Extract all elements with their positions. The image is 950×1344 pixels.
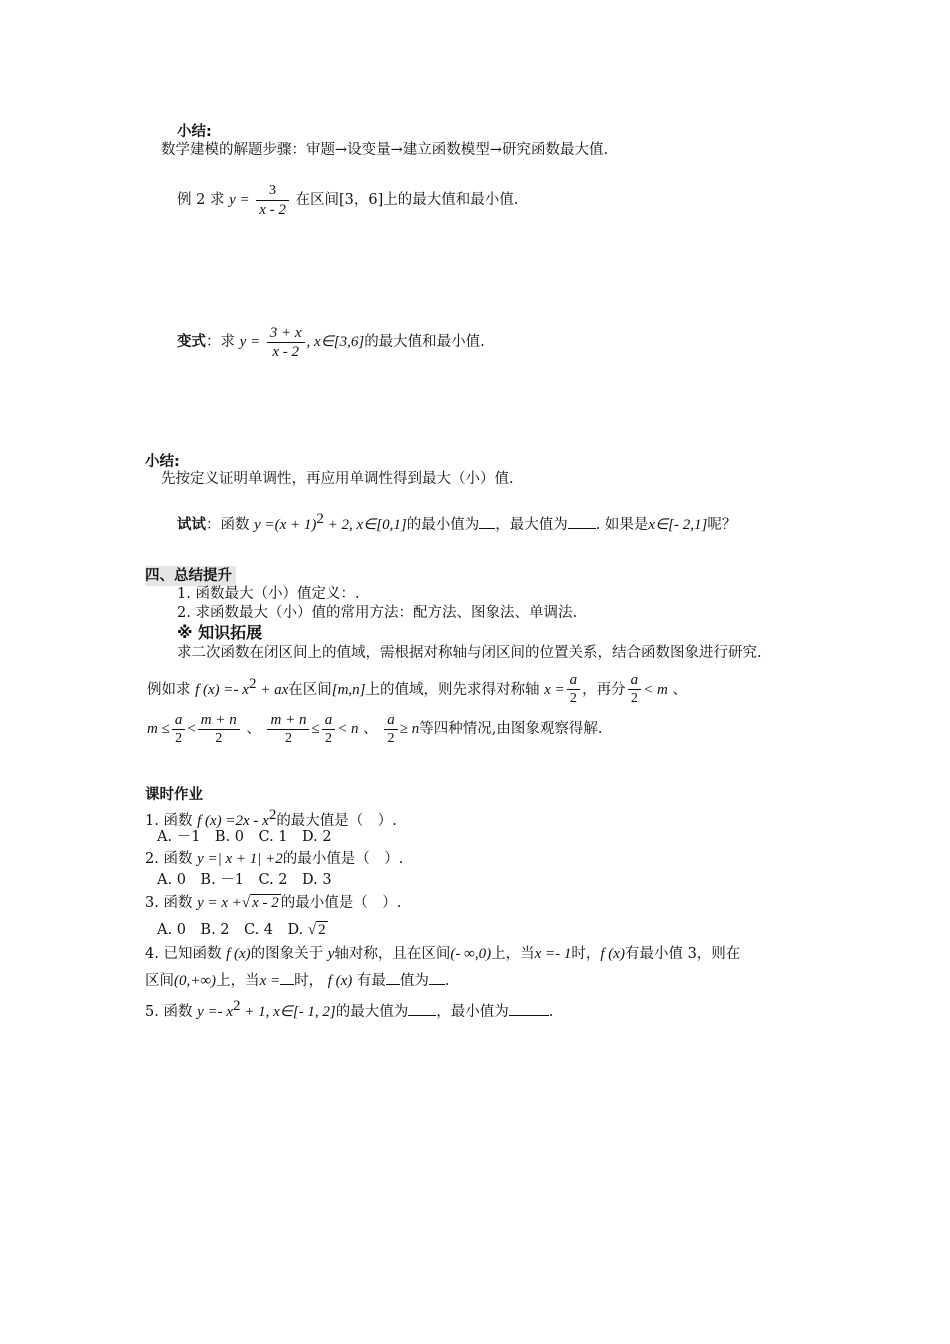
q4-x2: x =: [259, 973, 281, 989]
q4-l2-e: 值为: [399, 973, 429, 989]
q3-suffix: 的最小值是（ ）.: [280, 895, 402, 911]
case1-den: 2: [630, 691, 638, 707]
ex-frac-den: 2: [569, 691, 577, 707]
ex-interval: [m,n]: [331, 681, 366, 698]
trial-expr3: x∈[- 2,1]: [648, 516, 708, 533]
q4-b: 的图象关于: [250, 946, 324, 962]
trial-text2: 的最小值为: [406, 516, 480, 533]
trial-text3: ，最大值为: [495, 516, 568, 533]
trial-sup: 2: [316, 511, 324, 527]
q5-blank-min[interactable]: [509, 1001, 549, 1016]
q4-x: x =- 1: [534, 946, 572, 962]
knowledge-extension-heading: ※ 知识拓展: [177, 623, 263, 642]
variant-prefix: ：求: [206, 334, 235, 350]
homework-q3-options: A. 0 B. 2 C. 4 D. √ 2: [157, 922, 326, 938]
q4-blank-type[interactable]: [386, 970, 400, 985]
case3-a: a: [322, 711, 336, 730]
q4-a: 4. 已知函数: [145, 946, 222, 962]
ex-frac-num: a: [567, 671, 581, 690]
case3-le: ≤: [311, 721, 320, 737]
ex-dun-3: 、: [363, 721, 378, 737]
example2-lhs: y =: [229, 192, 250, 208]
case3-frac-mn: [267, 711, 309, 748]
q4-l2-b: 上，当: [216, 973, 260, 989]
example2-text: 在区间[3，6]上的最大值和最小值.: [295, 192, 519, 208]
q4-d: 上，当: [491, 946, 535, 962]
summary1-heading: 小结:: [177, 124, 212, 140]
homework-q5: [145, 996, 553, 1022]
q1-prefix: 1. 函数: [145, 812, 193, 829]
example2-label: 例 2 求: [177, 192, 225, 208]
case4-ge-n: ≥ n: [399, 721, 420, 737]
q5-expr: y =- x: [197, 1003, 233, 1020]
q4-l2-c: 时，: [294, 973, 324, 989]
homework-q2-options: A. 0 B. －1 C. 2 D. 3: [157, 872, 332, 888]
q4-e: 时，: [571, 946, 601, 962]
homework-heading: 课时作业: [145, 787, 203, 803]
q4-blank-x[interactable]: [280, 970, 294, 985]
case3-mn: m + n: [267, 711, 309, 730]
q5-sup: 2: [233, 998, 241, 1014]
case1-num: a: [628, 671, 642, 690]
case2-a: a: [172, 711, 186, 730]
q5-blank-max[interactable]: [408, 1001, 436, 1016]
case4-a: a: [384, 711, 398, 730]
ex-fx: f (x) =- x: [195, 681, 249, 698]
trial-expr: y =(x + 1): [254, 516, 317, 533]
ex-sup: 2: [248, 676, 257, 692]
section4-heading: 四、总结提升: [145, 566, 236, 586]
q5-c: ，最小值为: [436, 1003, 509, 1020]
trial-text5: 呢？: [707, 516, 737, 533]
q4-int: (- ∞,0): [450, 946, 492, 962]
trial: [177, 509, 736, 535]
example2-denominator: x - 2: [259, 201, 286, 218]
ex-mid: 在区间: [288, 681, 332, 698]
q5-a: 5. 函数: [145, 1003, 193, 1020]
q5-d: .: [548, 1003, 554, 1020]
homework-q2: [145, 849, 403, 869]
case3-frac-a: [322, 711, 336, 748]
q5-b: 的最大值为: [335, 1003, 409, 1020]
trial-blank-max[interactable]: [568, 514, 596, 529]
ex-frac-case1: [628, 671, 642, 708]
extension-example-line2: [147, 708, 602, 750]
variant-lhs: y =: [239, 334, 261, 350]
summary2-text: 先按定义证明单调性，再应用单调性得到最大（小）值.: [161, 471, 514, 487]
q3-sqrt: x - 2: [252, 895, 279, 911]
q4-c: 轴对称，且在区间: [334, 946, 451, 962]
knowledge-extension-text: 求二次函数在闭区间上的值域，需根据对称轴与闭区间的位置关系，结合函数图象进行研究.: [177, 645, 762, 661]
section4-item1: 1. 函数最大（小）值定义：.: [177, 586, 360, 602]
variant: [177, 321, 485, 363]
ex-prefix: 例如求: [147, 681, 191, 698]
q4-g: 有最小值 3，则在: [624, 946, 741, 962]
section4-item2: 2. 求函数最大（小）值的常用方法：配方法、图象法、单调法.: [177, 605, 578, 621]
example2-fraction: [256, 182, 289, 219]
case2-mn-den: 2: [215, 730, 223, 746]
summary2-heading: 小结:: [145, 454, 180, 470]
q4-l2-f: .: [444, 973, 450, 989]
q3-opts: A. 0 B. 2 C. 4 D.: [157, 922, 304, 938]
q4-f3: f (x): [327, 973, 353, 989]
example2-numerator: 3: [256, 182, 289, 201]
ex-lt-m: < m: [643, 681, 668, 698]
q4-f2: f (x): [600, 946, 625, 962]
ex-then: ，再分: [582, 681, 626, 698]
ex-dun-1: 、: [672, 681, 687, 698]
case4-a-den: 2: [387, 730, 395, 746]
extension-example-line1: [147, 663, 687, 711]
trial-text1: ：函数: [206, 516, 250, 533]
q1-sup: 2: [268, 807, 277, 823]
case3-mn-den: 2: [284, 730, 292, 746]
variant-denominator: x - 2: [272, 343, 299, 360]
variant-label: 变式: [177, 334, 206, 350]
q1-expr: f (x) =2x - x: [197, 812, 269, 829]
variant-numerator: 3 + x: [267, 324, 305, 343]
case2-frac-a: [172, 711, 186, 748]
homework-q4-line1: [145, 944, 740, 964]
trial-blank-min[interactable]: [479, 514, 495, 529]
homework-q3: 3. 函数 y = x +√ x - 2 的最小值是（ ）.: [145, 895, 402, 911]
case2-a-den: 2: [175, 730, 183, 746]
case2-mn: m + n: [198, 711, 240, 730]
q4-y: y: [327, 946, 335, 962]
q2-suffix: 的最小值是（ ）.: [282, 851, 404, 867]
case3-lt-n: < n: [337, 721, 359, 737]
q2-prefix: 2. 函数: [145, 851, 193, 867]
example2: [177, 179, 518, 221]
case3-a-den: 2: [324, 730, 332, 746]
variant-fraction: [267, 324, 305, 361]
ex-frac-axis: [567, 671, 581, 708]
ex-mid2: 上的值域，则先求得对称轴: [365, 681, 540, 698]
q1-suffix: 的最大值是（ ）.: [276, 812, 397, 829]
q4-blank-value[interactable]: [429, 970, 445, 985]
homework-q4-line2: [145, 970, 450, 991]
q3-opt-d-sqrt: 2: [318, 922, 326, 938]
trial-label: 试试: [177, 516, 206, 533]
case2-m-le: m ≤: [147, 721, 170, 737]
homework-q1-options: A. －1 B. 0 C. 1 D. 2: [157, 829, 332, 845]
summary1-text: 数学建模的解题步骤：审题→设变量→建立函数模型→研究函数最大值.: [161, 142, 609, 158]
variant-text: 的最大值和最小值.: [364, 334, 485, 350]
q3-expr: y = x +: [197, 895, 242, 911]
case2-lt: <: [187, 721, 196, 737]
q2-expr: y =| x + 1| +2: [197, 851, 283, 867]
q3-prefix: 3. 函数: [145, 895, 193, 911]
q5-expr2: + 1, x∈[- 1, 2]: [240, 1003, 336, 1020]
trial-text4: . 如果是: [595, 516, 649, 533]
case4-frac-a: [384, 711, 398, 748]
case2-frac-mn: [198, 711, 240, 748]
ex-end: 等四种情况,由图象观察得解.: [419, 721, 603, 737]
q4-l2-d: 有最: [356, 973, 386, 989]
trial-expr2: + 2, x∈[0,1]: [323, 516, 407, 533]
q4-f: f (x): [226, 946, 251, 962]
q4-int2: (0,+∞): [174, 973, 217, 989]
variant-domain: , x∈[3,6]: [306, 334, 365, 350]
ex-dun-2: 、: [246, 721, 261, 737]
ex-axis: x =: [544, 681, 565, 698]
ex-fx2: + ax: [256, 681, 289, 698]
q4-l2-a: 区间: [145, 973, 174, 989]
